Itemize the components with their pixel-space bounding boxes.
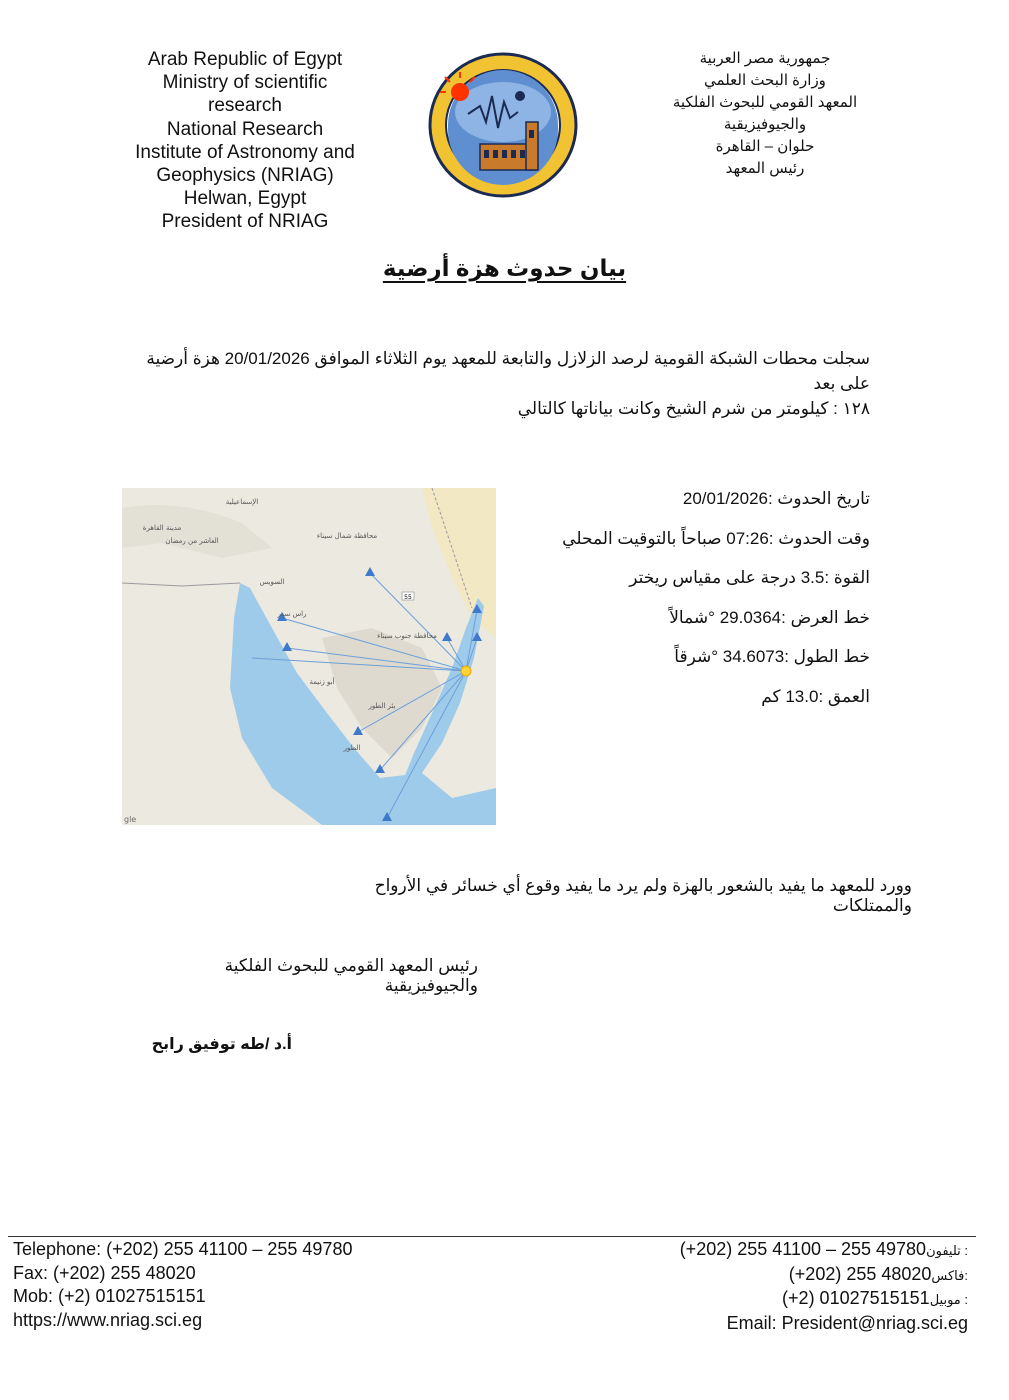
letterhead-line: رئيس المعهد — [725, 160, 805, 177]
footer-ar-telephone — [680, 1238, 968, 1263]
signature-name: أ.د /طه توفيق رابح — [151, 1036, 292, 1053]
footer-ar-mob-value: (+2) 01027515151 — [782, 1288, 930, 1308]
footer-contact-english — [13, 1238, 352, 1332]
letterhead-line: والجيوفيزيقية — [723, 116, 807, 133]
map-label: محافظة شمال سيناء — [316, 532, 378, 540]
map-label: العاشر من رمضان — [165, 537, 219, 545]
detail-latitude — [520, 603, 870, 643]
intro-line: ١٢٨ : كيلومتر من شرم الشيخ وكانت بياناتها كالتالي — [517, 399, 870, 418]
footer-ar-fax — [680, 1263, 968, 1288]
footer-ar-fax-label: فاكس: — [931, 1267, 968, 1283]
map-label: أبو زنيمة — [309, 678, 335, 686]
map-label: الطور — [343, 744, 361, 752]
footer-email-link[interactable]: Email: President@nriag.sci.eg — [726, 1312, 968, 1333]
title-text: بيان حدوث هزة أرضية — [382, 255, 627, 281]
map-label: بئر الطور — [368, 702, 396, 710]
map-label: راس سدر — [277, 610, 307, 618]
detail-label: وقت الحدوث : — [768, 528, 870, 548]
document-title — [0, 255, 1009, 282]
letterhead-line: وزارة البحث العلمي — [704, 72, 826, 89]
footer-ar-tel-value: (+202) 255 41100 – 255 49780 — [679, 1239, 927, 1259]
detail-label: خط العرض : — [781, 607, 870, 627]
footer-ar-mob-label: موبيل : — [929, 1292, 968, 1307]
letterhead-line: Arab Republic of Egypt — [147, 49, 343, 70]
signature-title: رئيس المعهد القومي للبحوث الفلكية والجيوفيزيقية — [224, 956, 478, 995]
footer-telephone: Telephone: (+202) 255 41100 – 255 49780 — [13, 1239, 353, 1259]
footer-divider — [8, 1236, 976, 1237]
letterhead-line: President of NRIAG — [161, 211, 329, 233]
footer-fax: Fax: (+202) 255 48020 — [13, 1262, 196, 1283]
detail-label: القوة : — [824, 568, 870, 587]
detail-time — [520, 524, 870, 564]
letterhead-line: Geophysics (NRIAG) — [156, 165, 334, 187]
detail-value: 34.6073 °شرقاً — [674, 647, 785, 666]
letterhead-line: حلوان – القاهرة — [715, 138, 815, 155]
map-label: السويس — [259, 578, 285, 586]
detail-value: 07:26 صباحاً بالتوقيت المحلي — [562, 528, 769, 548]
letterhead-line: Institute of Astronomy and — [135, 141, 355, 163]
epicenter-marker — [461, 666, 471, 676]
detail-value: 3.5 درجة على مقياس ريختر — [629, 568, 825, 587]
detail-value: 13.0 كم — [761, 686, 819, 706]
map-label: مدينة القاهرة — [142, 524, 182, 532]
letterhead-line: National Research — [166, 118, 324, 140]
intro-line: سجلت محطات الشبكة القومية لرصد الزلازل والتابعة للمعهد يوم الثلاثاء الموافق 20/01/2026 هزة أرضية على بعد — [146, 349, 870, 393]
map-label: محافظة جنوب سيناء — [377, 632, 437, 640]
detail-depth — [520, 682, 870, 722]
report-note: وورد للمعهد ما يفيد بالشعور بالهزة ولم يرد ما يفيد وقوع أي خسائر في الأرواح والممتلكات — [374, 876, 912, 915]
letterhead-line: المعهد القومي للبحوث الفلكية — [672, 94, 858, 111]
detail-label: تاريخ الحدوث : — [767, 489, 870, 508]
detail-value: 29.0364 °شمالاً — [669, 607, 782, 627]
earthquake-details — [520, 484, 870, 721]
map-label: الإسماعيلية — [225, 498, 259, 506]
map-attribution: gle — [124, 815, 137, 824]
intro-paragraph — [140, 346, 870, 421]
letterhead-line: جمهورية مصر العربية — [699, 50, 831, 67]
arabic-letterhead — [640, 48, 890, 180]
letterhead-line: Helwan, Egypt — [183, 188, 307, 210]
footer-mobile: Mob: (+2) 01027515151 — [13, 1286, 206, 1306]
letterhead-line: Ministry of scientific — [162, 72, 328, 94]
footer-contact-arabic — [680, 1238, 968, 1335]
detail-value: 20/01/2026 — [682, 489, 768, 508]
detail-magnitude — [520, 563, 870, 603]
map-road-label: 55 — [404, 594, 412, 601]
earthquake-map — [122, 488, 496, 825]
nriag-logo — [428, 52, 578, 198]
footer-ar-tel-label: تليفون : — [926, 1243, 968, 1258]
footer-ar-mobile — [680, 1287, 968, 1312]
detail-label: خط الطول : — [784, 647, 870, 666]
letterhead-line: research — [208, 95, 282, 117]
english-letterhead — [110, 48, 380, 234]
footer-website-link[interactable]: https://www.nriag.sci.eg — [13, 1309, 203, 1330]
detail-date — [520, 484, 870, 524]
detail-label: العمق : — [818, 686, 870, 706]
footer-ar-fax-value: (+202) 255 48020 — [788, 1263, 932, 1284]
detail-longitude — [520, 642, 870, 682]
